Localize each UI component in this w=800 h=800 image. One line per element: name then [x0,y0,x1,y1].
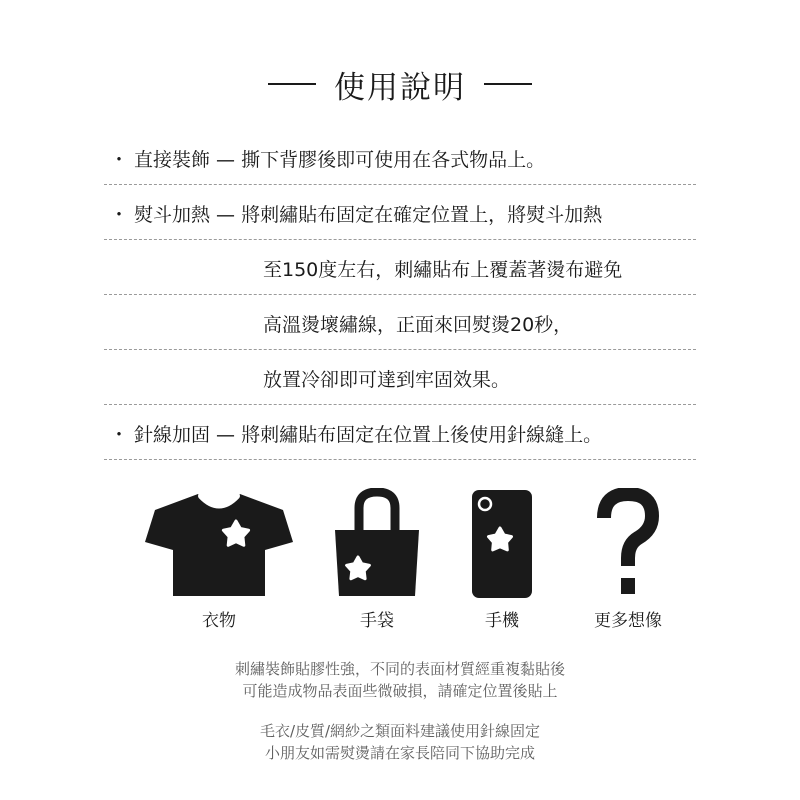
instruction-iron-label: 熨斗加熱 — [134,204,242,226]
note-line-3: 毛衣/皮質/網紗之類面料建議使用針線固定 [259,722,541,740]
instruction-iron-cont [104,256,696,284]
instruction-iron-line-1: 將刺繡貼布固定在確定位置上，將熨斗加熱 [241,204,603,226]
instruction-iron-cont [104,311,696,339]
note-line-2: 可能造成物品表面些微破損，請確定位置後貼上 [242,682,558,700]
note-line-4: 小朋友如需熨燙請在家長陪同下協助完成 [264,744,535,762]
instruction-iron [104,201,696,229]
instruction-iron-line-3: 高溫燙壞繡線，正面來回熨燙20秒， [263,314,573,336]
question-mark-icon [592,488,664,600]
phone-icon [470,488,534,600]
instruction-direct [104,146,696,174]
bullet: ・ [109,149,129,171]
divider [104,184,696,185]
divider [104,294,696,295]
instruction-sew-text: 將刺繡貼布固定在位置上後使用針線縫上。 [241,424,603,446]
instruction-iron-cont [104,366,696,394]
icon-label-clothing: 衣物 [202,611,236,631]
tshirt-icon [143,488,295,600]
title-left-rule [268,83,316,85]
divider [104,349,696,350]
instruction-iron-line-4: 放置冷卻即可達到牢固效果。 [263,369,511,391]
instruction-iron-line-2: 至150度左右，刺繡貼布上覆蓋著燙布避免 [263,259,623,281]
icon-label-more: 更多想像 [594,611,662,631]
bullet: ・ [109,204,129,226]
title-right-rule [484,83,532,85]
divider [104,459,696,460]
tote-bag-icon [331,488,423,600]
page-title: 使用說明 [334,69,466,106]
instruction-sew [104,421,696,449]
note-line-1: 刺繡裝飾貼膠性強，不同的表面材質經重複黏貼後 [234,660,565,678]
icon-label-phone: 手機 [485,611,519,631]
instruction-direct-label: 直接裝飾 — [134,149,242,171]
usage-icons [0,488,800,638]
title-row [0,62,800,106]
divider [104,404,696,405]
divider [104,239,696,240]
bullet: ・ [109,424,129,446]
icon-label-handbag: 手袋 [360,611,394,631]
instruction-sew-label: 針線加固 — [134,424,242,446]
instruction-direct-text: 撕下背膠後即可使用在各式物品上。 [241,149,546,171]
